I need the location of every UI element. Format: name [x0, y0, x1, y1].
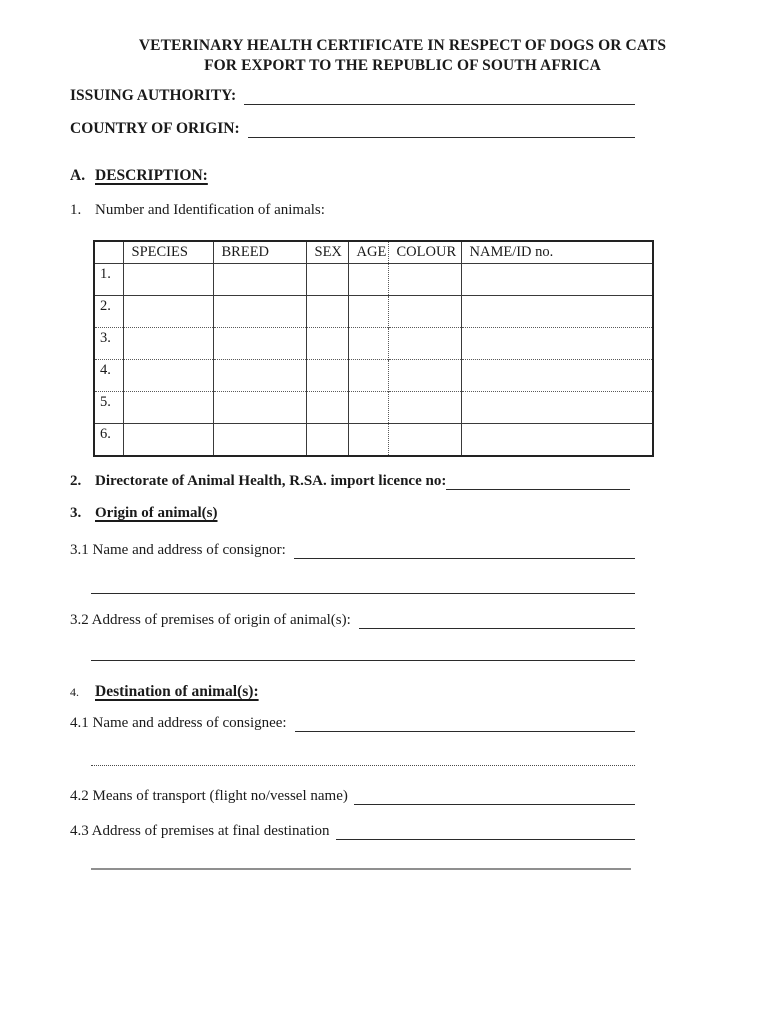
breed-cell [213, 296, 306, 328]
name-id-cell [461, 392, 653, 424]
age-cell [348, 296, 388, 328]
table-row [94, 392, 653, 424]
colour-cell [388, 392, 461, 424]
consignor-blank-line-2 [91, 593, 635, 594]
sex-cell [306, 424, 348, 456]
table-row [94, 424, 653, 456]
table-row [94, 264, 653, 296]
animals-table [93, 240, 654, 457]
section-a-heading [70, 167, 208, 185]
table-row [94, 296, 653, 328]
name-id-cell [461, 296, 653, 328]
origin-premises-blank-line-2 [91, 660, 635, 661]
title-line-2: FOR EXPORT TO THE REPUBLIC OF SOUTH AFRICA [204, 56, 601, 74]
country-of-origin-row [70, 118, 635, 139]
item-4-heading [70, 683, 259, 701]
header-sex: SEX [306, 241, 348, 264]
item-4-1-text: 4.1 Name and address of consignee: [70, 715, 287, 731]
issuing-authority-label: ISSUING AUTHORITY: [70, 87, 237, 104]
row-number: 3. [94, 328, 123, 360]
item-3-number: 3. [70, 505, 82, 521]
item-4-2-row [70, 785, 635, 806]
item-4-1-row [70, 712, 635, 733]
transport-blank-line [354, 804, 635, 805]
colour-cell [388, 296, 461, 328]
consignor-blank-line [294, 558, 635, 559]
sex-cell [306, 392, 348, 424]
origin-premises-blank-line [359, 628, 635, 629]
sex-cell [306, 328, 348, 360]
colour-cell [388, 424, 461, 456]
header-colour: COLOUR [388, 241, 461, 264]
import-licence-blank-line [446, 489, 630, 490]
item-4-3-text: 4.3 Address of premises at final destination [70, 823, 330, 839]
sex-cell [306, 264, 348, 296]
header-age: AGE [348, 241, 388, 264]
item-3-2-text: 3.2 Address of premises of origin of animal(s): [70, 612, 351, 628]
issuing-authority-blank-line [244, 104, 635, 105]
colour-cell [388, 328, 461, 360]
item-3-heading [70, 505, 218, 522]
breed-cell [213, 360, 306, 392]
breed-cell [213, 392, 306, 424]
animals-table-header-row [94, 241, 653, 264]
final-destination-blank-line [336, 839, 635, 840]
item-3-1-row [70, 539, 635, 560]
age-cell [348, 264, 388, 296]
issuing-authority-row [70, 85, 635, 106]
breed-cell [213, 424, 306, 456]
species-cell [123, 328, 213, 360]
item-4-3-row [70, 820, 635, 841]
species-cell [123, 264, 213, 296]
item-2-row [70, 470, 630, 491]
breed-cell [213, 328, 306, 360]
document-title [70, 36, 735, 75]
item-3-1-text: 3.1 Name and address of consignor: [70, 542, 286, 558]
row-number: 6. [94, 424, 123, 456]
section-a-number: A. [70, 167, 86, 184]
header-name-id: NAME/ID no. [461, 241, 653, 264]
species-cell [123, 296, 213, 328]
colour-cell [388, 264, 461, 296]
item-1-number: 1. [70, 202, 82, 218]
item-2-number: 2. [70, 473, 82, 489]
header-species: SPECIES [123, 241, 213, 264]
row-number: 2. [94, 296, 123, 328]
name-id-cell [461, 424, 653, 456]
table-row [94, 360, 653, 392]
name-id-cell [461, 328, 653, 360]
table-row [94, 328, 653, 360]
breed-cell [213, 264, 306, 296]
row-number: 5. [94, 392, 123, 424]
row-number: 1. [94, 264, 123, 296]
header-corner-cell [94, 241, 123, 264]
final-destination-blank-line-2 [91, 868, 631, 870]
consignee-blank-line-2 [91, 765, 635, 766]
colour-cell [388, 360, 461, 392]
item-4-number: 4. [70, 685, 79, 699]
sex-cell [306, 360, 348, 392]
item-2-text: Directorate of Animal Health, R.SA. import licence no: [95, 473, 447, 489]
name-id-cell [461, 264, 653, 296]
item-4-2-text: 4.2 Means of transport (flight no/vessel name) [70, 788, 348, 804]
row-number: 4. [94, 360, 123, 392]
country-of-origin-blank-line [248, 137, 635, 138]
age-cell [348, 328, 388, 360]
item-3-heading-text: Origin of animal(s) [95, 505, 218, 521]
age-cell [348, 392, 388, 424]
section-a-heading-text: DESCRIPTION: [95, 167, 208, 184]
country-of-origin-label: COUNTRY OF ORIGIN: [70, 120, 240, 137]
age-cell [348, 424, 388, 456]
header-breed: BREED [213, 241, 306, 264]
name-id-cell [461, 360, 653, 392]
species-cell [123, 360, 213, 392]
age-cell [348, 360, 388, 392]
consignee-blank-line [295, 731, 635, 732]
species-cell [123, 392, 213, 424]
item-1 [70, 202, 325, 219]
species-cell [123, 424, 213, 456]
item-3-2-row [70, 609, 635, 630]
item-1-text: Number and Identification of animals: [95, 202, 325, 218]
item-4-heading-text: Destination of animal(s): [95, 683, 259, 700]
sex-cell [306, 296, 348, 328]
title-line-1: VETERINARY HEALTH CERTIFICATE IN RESPECT OF DOGS OR CATS [138, 37, 667, 54]
